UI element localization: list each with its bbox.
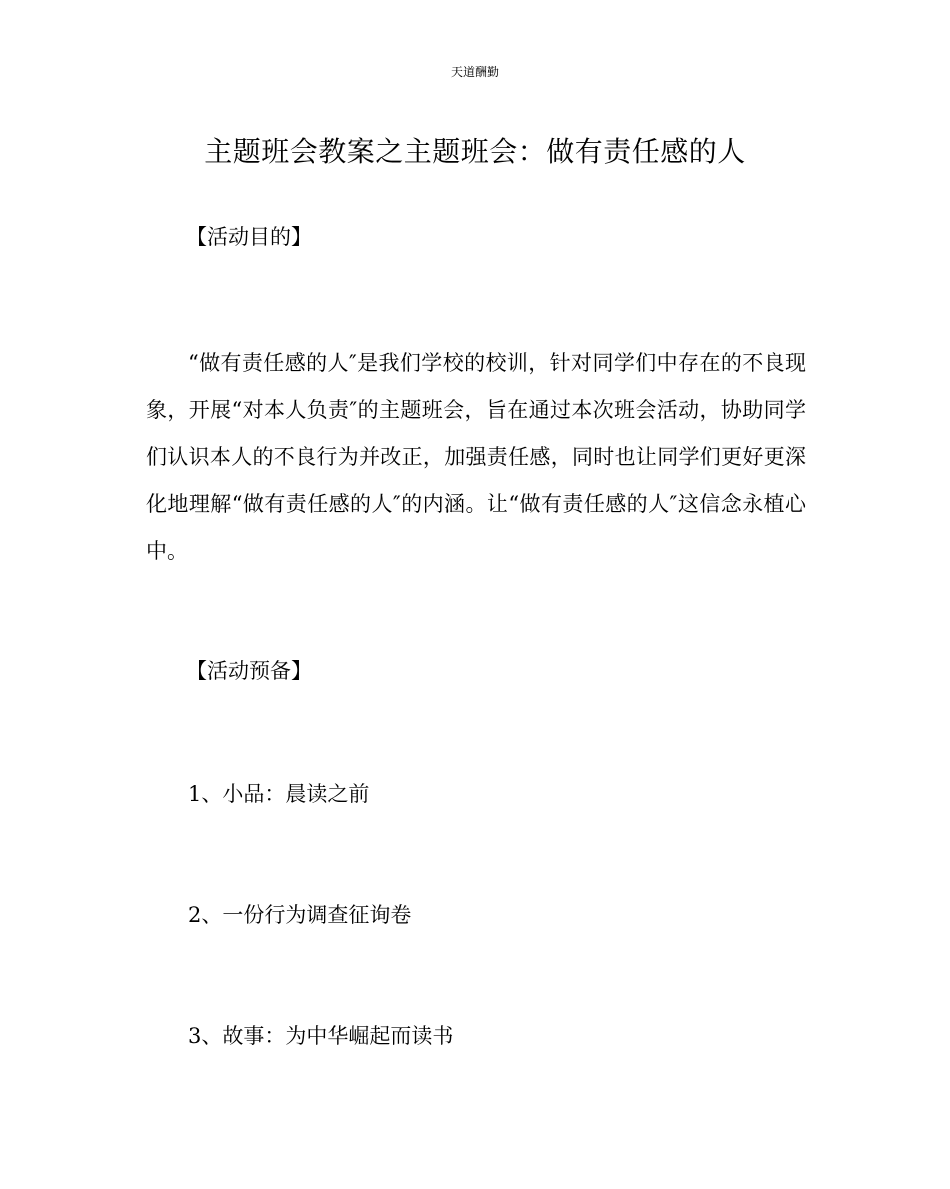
list-item: 3、故事：为中华崛起而读书 — [188, 1024, 454, 1048]
list-item: 1、小品：晨读之前 — [188, 782, 370, 806]
section-heading-preparation: 【活动预备】 — [186, 659, 312, 683]
section-heading-purpose: 【活动目的】 — [186, 225, 312, 249]
page-header: 天道酬勤 — [450, 65, 499, 79]
purpose-paragraph: “做有责任感的人″是我们学校的校训，针对同学们中存在的不良现象，开展“对本人负责″的主题班会，旨在通过本次班会活动，协助同学们认识本人的不良行为并改正，加强责任感，同时也让同学们更好更深化地理解“做有责任感的人″的内涵。让“做有责任感的人″这信念永植心中。 — [146, 351, 806, 563]
document-title: 主题班会教案之主题班会：做有责任感的人 — [204, 135, 746, 168]
list-item: 2、一份行为调查征询卷 — [188, 903, 412, 927]
